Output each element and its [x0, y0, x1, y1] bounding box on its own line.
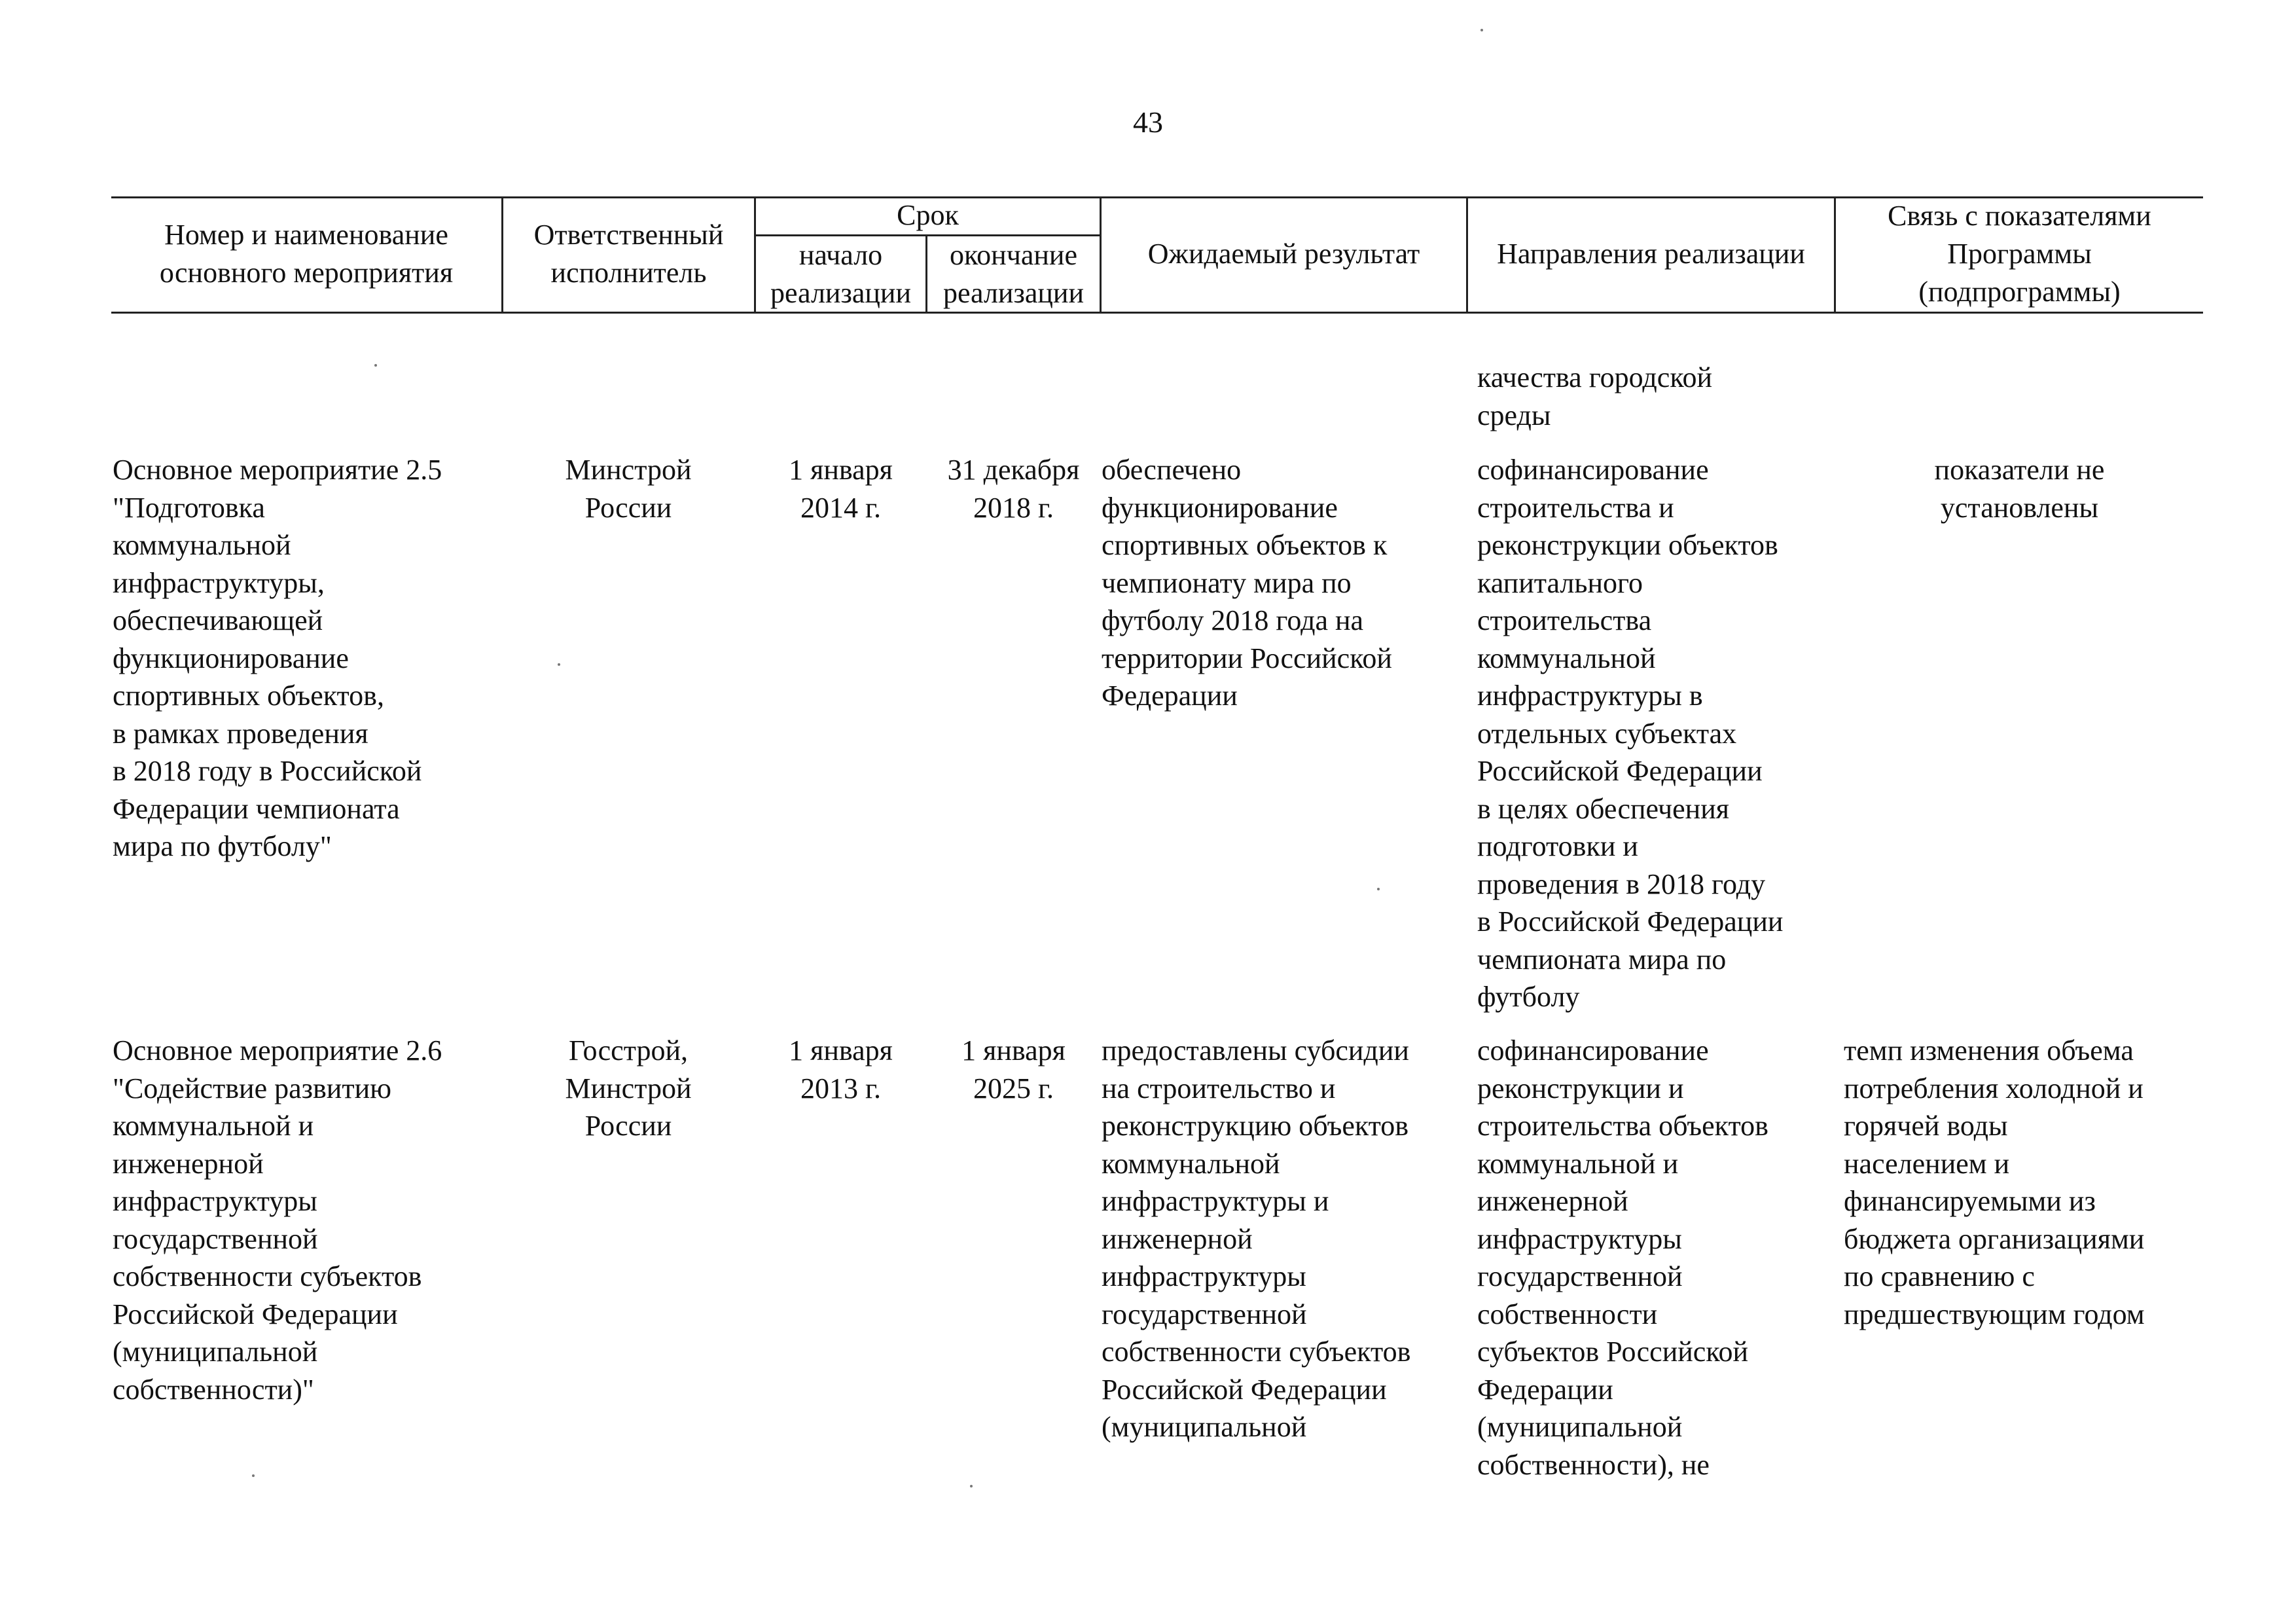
table-header-bottom-border — [111, 312, 2203, 314]
row-2-6-end: 1 января 2025 г. — [961, 1034, 1066, 1104]
row-2-6-directions: софинансирование реконструкции и строительства объектов коммунальной и инженерной инфраструктуры государственной собственности субъектов Российской Федерации (муниципальной собственности), не — [1477, 1034, 1768, 1481]
header-measure-name: Номер и наименование основного мероприятия — [159, 219, 454, 289]
scan-speck — [252, 1474, 255, 1477]
row-2-5-end: 31 декабря 2018 г. — [947, 454, 1080, 524]
scan-speck — [1377, 888, 1380, 890]
row-2-6-start: 1 января 2013 г. — [789, 1034, 893, 1104]
page-number: 43 — [1133, 105, 1163, 139]
row-2-6-measure-name: Основное мероприятие 2.6 "Содействие развитию коммунальной и инженерной инфраструктуры государственной собственности субъектов Российской Федерации (муниципальной собственности)" — [113, 1034, 442, 1406]
header-directions: Направления реализации — [1497, 238, 1805, 270]
row-2-6-expected-result: предоставлены субсидии на строительство и реконструкцию объектов коммунальной инфраструктуры и инженерной инфраструктуры государственной собственности субъектов Российской Федерации (муниципальной — [1102, 1034, 1411, 1443]
scan-speck — [970, 1485, 973, 1487]
header-expected-result: Ожидаемый результат — [1147, 238, 1420, 270]
row-2-5-expected-result: обеспечено функционирование спортивных объектов к чемпионату мира по футболу 2018 года на территории Российской Федерации — [1102, 454, 1392, 712]
row-2-5-measure-name: Основное мероприятие 2.5 "Подготовка коммунальной инфраструктуры, обеспечивающей функционирование спортивных объектов, в рамках проведения в 2018 году в Российской Федерации чемпионата мира по футболу" — [113, 454, 442, 862]
row-2-5-executor: Минстрой России — [565, 454, 692, 524]
row-2-5-indicators: показатели не установлены — [1934, 454, 2105, 524]
header-program-indicators: Связь с показателями Программы (подпрограммы) — [1888, 200, 2151, 308]
row-2-5-start: 1 января 2014 г. — [789, 454, 893, 524]
header-term: Срок — [897, 199, 959, 231]
header-term-end: окончание реализации — [942, 238, 1085, 309]
row-2-6-indicators: темп изменения объема потребления холодной и горячей воды населением и финансируемыми из бюджета организациями по сравнению с предшествующим годом — [1844, 1034, 2145, 1330]
scan-speck — [374, 364, 377, 367]
row-continuation-directions: качества городской среды — [1477, 361, 1713, 431]
row-2-6-executor: Госстрой, Минстрой России — [565, 1034, 692, 1142]
header-responsible-executor: Ответственный исполнитель — [533, 219, 724, 289]
scan-speck — [1480, 29, 1483, 31]
row-2-5-directions: софинансирование строительства и реконструкции объектов капитального строительства коммунальной инфраструктуры в отдельных субъектах Российской Федерации в целях обеспечения подготовки и проведения в 2018 году в Российской Федерации чемпионата мира по футболу — [1477, 454, 1784, 1013]
scan-speck — [558, 663, 560, 666]
header-term-start: начало реализации — [770, 238, 912, 309]
